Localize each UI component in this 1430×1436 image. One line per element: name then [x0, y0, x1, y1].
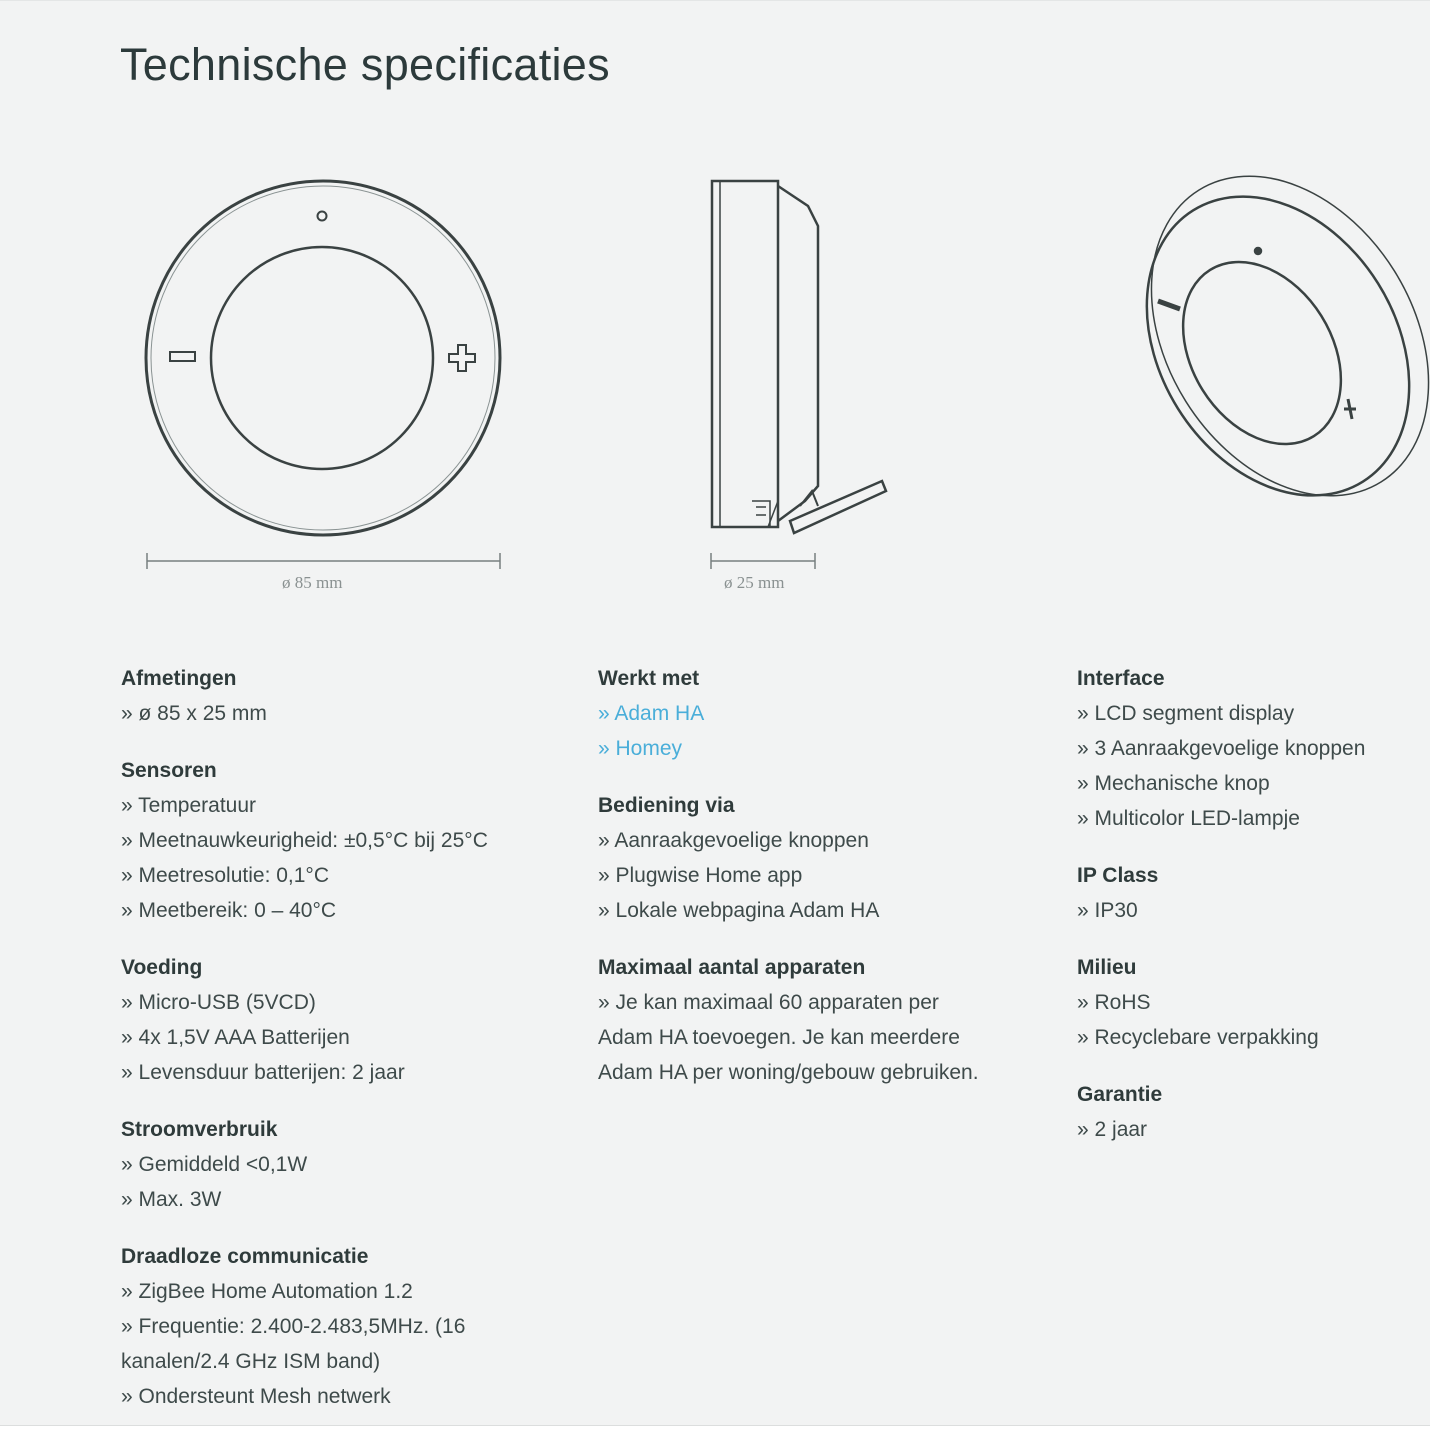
- spec-item: » Micro-USB (5VCD): [121, 991, 316, 1014]
- side-dimension-line: [711, 553, 815, 569]
- spec-group-interface: [1077, 661, 1427, 836]
- spec-heading: Sensoren: [121, 759, 217, 782]
- spec-heading: Garantie: [1077, 1083, 1163, 1106]
- spec-heading: Afmetingen: [121, 667, 237, 690]
- spec-heading: Stroomverbruik: [121, 1118, 278, 1141]
- spec-heading: Werkt met: [598, 667, 700, 690]
- spec-group-afmetingen: [121, 661, 541, 731]
- spec-item: » Lokale webpagina Adam HA: [598, 899, 880, 922]
- spec-group-voeding: [121, 950, 541, 1090]
- spec-column-3: [1077, 661, 1427, 1169]
- spec-group-bediening-via: [598, 788, 998, 928]
- spec-item: » 2 jaar: [1077, 1118, 1148, 1141]
- front-dimension-line: [147, 553, 500, 569]
- spec-paragraph: » Je kan maximaal 60 apparaten per Adam HA toevoegen. Je kan meerdere Adam HA per woning/gebouw gebruiken.: [598, 991, 979, 1084]
- spec-group-milieu: [1077, 950, 1427, 1055]
- spec-item: » Temperatuur: [121, 794, 257, 817]
- spec-group-sensoren: [121, 753, 541, 928]
- spec-item: » Levensduur batterijen: 2 jaar: [121, 1061, 405, 1084]
- minus-icon: [1158, 301, 1180, 309]
- spec-group-maximaal-aantal-apparaten: [598, 950, 998, 1090]
- spec-heading: Maximaal aantal apparaten: [598, 956, 866, 979]
- front-view-drawing: [146, 181, 500, 535]
- spec-heading: Draadloze communicatie: [121, 1245, 369, 1268]
- link-homey[interactable]: » Homey: [598, 737, 683, 760]
- spec-item: » 3 Aanraakgevoelige knoppen: [1077, 737, 1366, 760]
- spec-item: » Gemiddeld <0,1W: [121, 1153, 308, 1176]
- minus-icon: [170, 352, 195, 361]
- spec-item: » Ondersteunt Mesh netwerk: [121, 1385, 391, 1408]
- spec-item: » ø 85 x 25 mm: [121, 702, 267, 725]
- spec-column-1: [121, 661, 541, 1436]
- spec-group-draadloze-communicatie: [121, 1239, 541, 1414]
- side-view-drawing: [712, 181, 886, 533]
- spec-heading: Interface: [1077, 667, 1165, 690]
- spec-item: » Meetbereik: 0 – 40°C: [121, 899, 337, 922]
- spec-column-2: [598, 661, 998, 1112]
- plus-icon: [1344, 399, 1356, 419]
- spec-group-garantie: [1077, 1077, 1427, 1147]
- spec-item: » Meetresolutie: 0,1°C: [121, 864, 330, 887]
- spec-group-werkt-met: [598, 661, 998, 766]
- spec-heading: IP Class: [1077, 864, 1159, 887]
- product-drawings: [0, 1, 1430, 621]
- link-adam-ha[interactable]: » Adam HA: [598, 702, 705, 725]
- plus-icon: [449, 345, 475, 371]
- spec-item: » Max. 3W: [121, 1188, 222, 1211]
- spec-item: » Recyclebare verpakking: [1077, 1026, 1319, 1049]
- page-title: Technische specificaties: [120, 39, 610, 90]
- spec-item: » 4x 1,5V AAA Batterijen: [121, 1026, 350, 1049]
- spec-item: » Plugwise Home app: [598, 864, 803, 887]
- spec-item: » IP30: [1077, 899, 1138, 922]
- spec-group-ip-class: [1077, 858, 1427, 928]
- spec-item: » Aanraakgevoelige knoppen: [598, 829, 869, 852]
- spec-heading: Bediening via: [598, 794, 735, 817]
- front-dimension-label: ø 85 mm: [282, 573, 343, 592]
- spec-item: » Meetnauwkeurigheid: ±0,5°C bij 25°C: [121, 829, 488, 852]
- spec-heading: Voeding: [121, 956, 203, 979]
- spec-item: » Mechanische knop: [1077, 772, 1270, 795]
- perspective-view-drawing: [1093, 125, 1430, 547]
- side-dimension-label: ø 25 mm: [724, 573, 785, 592]
- spec-item: » RoHS: [1077, 991, 1151, 1014]
- spec-item: » Frequentie: 2.400-2.483,5MHz. (16 kanalen/2.4 GHz ISM band): [121, 1315, 466, 1373]
- spec-heading: Milieu: [1077, 956, 1137, 979]
- spec-group-stroomverbruik: [121, 1112, 541, 1217]
- spec-item: » LCD segment display: [1077, 702, 1295, 725]
- spec-item: » ZigBee Home Automation 1.2: [121, 1280, 413, 1303]
- spec-item: » Multicolor LED-lampje: [1077, 807, 1300, 830]
